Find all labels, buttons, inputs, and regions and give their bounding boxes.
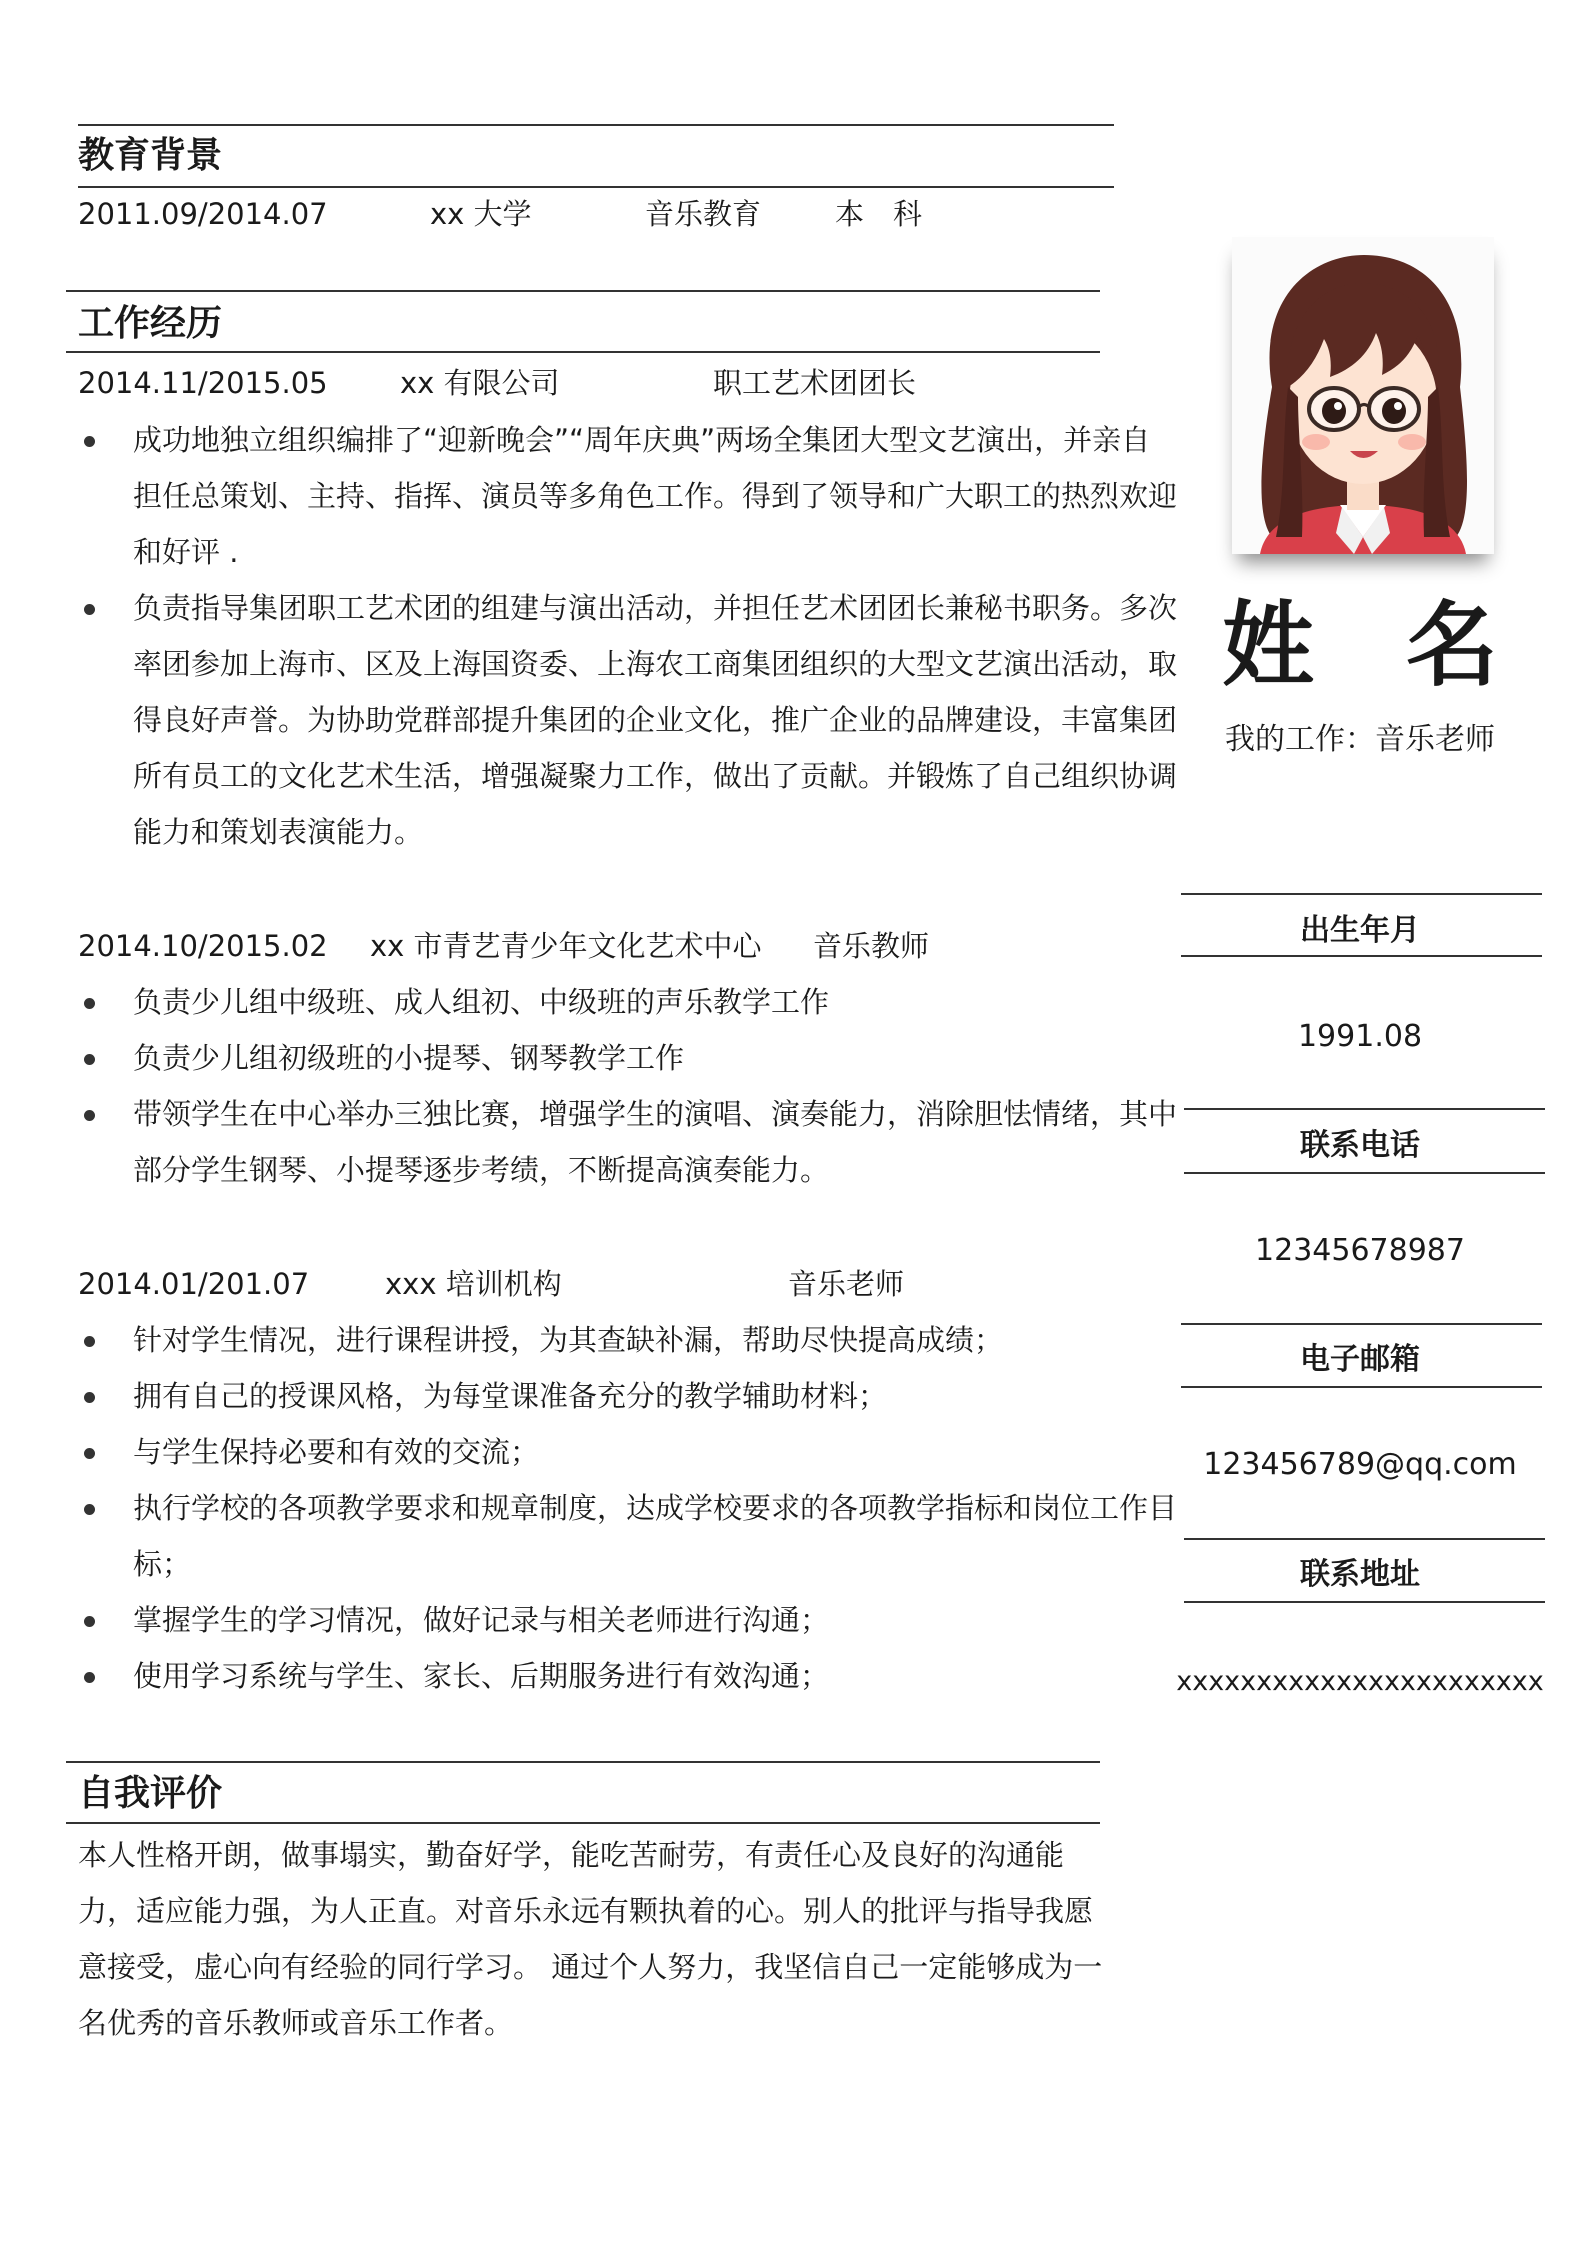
job-title: 我的工作：音乐老师 <box>1225 722 1495 757</box>
list-item: 负责少儿组中级班、成人组初、中级班的声乐教学工作 <box>78 974 1178 1030</box>
job-period: 2014.10/2015.02 <box>78 929 328 963</box>
divider <box>66 290 1100 292</box>
email-value: 123456789@qq.com <box>1203 1447 1517 1482</box>
birth-label: 出生年月 <box>1300 913 1420 948</box>
divider <box>1181 1323 1542 1325</box>
divider <box>78 186 1114 188</box>
education-major: 音乐教育 <box>645 197 762 231</box>
job-company: xx 市青艺青少年文化艺术中心 <box>370 929 762 963</box>
list-item: 拥有自己的授课风格，为每堂课准备充分的教学辅助材料； <box>78 1368 1178 1424</box>
self-eval-text: 本人性格开朗，做事塌实，勤奋好学，能吃苦耐劳，有责任心及良好的沟通能力，适应能力强，为人正直。对音乐永远有颗执着的心。别人的批评与指导我愿意接受，虚心向有经验的同行学习。 通过个人努力，我坚信自己一定能够成为一名优秀的音乐教师或音乐工作者。 <box>78 1838 1103 2040</box>
divider <box>66 1822 1100 1824</box>
job-duties <box>78 1312 1178 1704</box>
avatar <box>1232 237 1494 554</box>
address-label: 联系地址 <box>1300 1557 1420 1592</box>
divider <box>66 1761 1100 1763</box>
phone-value: 12345678987 <box>1255 1233 1465 1268</box>
job-position: 音乐教师 <box>813 929 930 963</box>
phone-label: 联系电话 <box>1300 1128 1420 1163</box>
job-period: 2014.01/201.07 <box>78 1267 310 1301</box>
education-degree: 本 科 <box>835 197 923 231</box>
job-company: xxx 培训机构 <box>385 1267 562 1301</box>
list-item: 带领学生在中心举办三独比赛，增强学生的演唱、演奏能力，消除胆怯情绪，其中部分学生钢琴、小提琴逐步考绩，不断提高演奏能力。 <box>78 1086 1178 1198</box>
job-duties <box>78 412 1178 860</box>
list-item: 执行学校的各项教学要求和规章制度，达成学校要求的各项教学指标和岗位工作目标； <box>78 1480 1178 1592</box>
divider <box>1181 893 1542 895</box>
list-item: 与学生保持必要和有效的交流； <box>78 1424 1178 1480</box>
divider <box>78 124 1114 126</box>
list-item: 负责少儿组初级班的小提琴、钢琴教学工作 <box>78 1030 1178 1086</box>
work-title: 工作经历 <box>78 303 223 344</box>
divider <box>1184 1538 1545 1540</box>
address-value: xxxxxxxxxxxxxxxxxxxxxxx <box>1176 1666 1544 1697</box>
divider <box>66 351 1100 353</box>
job-position: 职工艺术团团长 <box>713 366 917 400</box>
avatar-illustration <box>1232 237 1494 554</box>
divider <box>1184 1172 1545 1174</box>
divider <box>1181 955 1542 957</box>
education-period: 2011.09/2014.07 <box>78 197 328 231</box>
list-item: 成功地独立组织编排了“迎新晚会”“周年庆典”两场全集团大型文艺演出，并亲自担任总策划、主持、指挥、演员等多角色工作。得到了领导和广大职工的热烈欢迎和好评 . <box>78 412 1178 580</box>
job-period: 2014.11/2015.05 <box>78 366 328 400</box>
list-item: 使用学习系统与学生、家长、后期服务进行有效沟通； <box>78 1648 1178 1704</box>
list-item: 针对学生情况，进行课程讲授，为其查缺补漏，帮助尽快提高成绩； <box>78 1312 1178 1368</box>
job-position: 音乐老师 <box>788 1267 905 1301</box>
name-heading: 姓 名 <box>1221 591 1498 699</box>
divider <box>1181 1386 1542 1388</box>
birth-value: 1991.08 <box>1297 1019 1423 1054</box>
job-duties <box>78 974 1178 1198</box>
education-school: xx 大学 <box>430 197 532 231</box>
self-eval-title: 自我评价 <box>78 1773 223 1814</box>
job-company: xx 有限公司 <box>400 366 560 400</box>
list-item: 负责指导集团职工艺术团的组建与演出活动，并担任艺术团团长兼秘书职务。多次率团参加上海市、区及上海国资委、上海农工商集团组织的大型文艺演出活动，取得良好声誉。为协助党群部提升集团的企业文化，推广企业的品牌建设，丰富集团所有员工的文化艺术生活，增强凝聚力工作，做出了贡献。并锻炼了自己组织协调能力和策划表演能力。 <box>78 580 1178 860</box>
education-title: 教育背景 <box>78 135 223 176</box>
email-label: 电子邮箱 <box>1300 1342 1420 1377</box>
divider <box>1184 1108 1545 1110</box>
divider <box>1184 1601 1545 1603</box>
list-item: 掌握学生的学习情况，做好记录与相关老师进行沟通； <box>78 1592 1178 1648</box>
